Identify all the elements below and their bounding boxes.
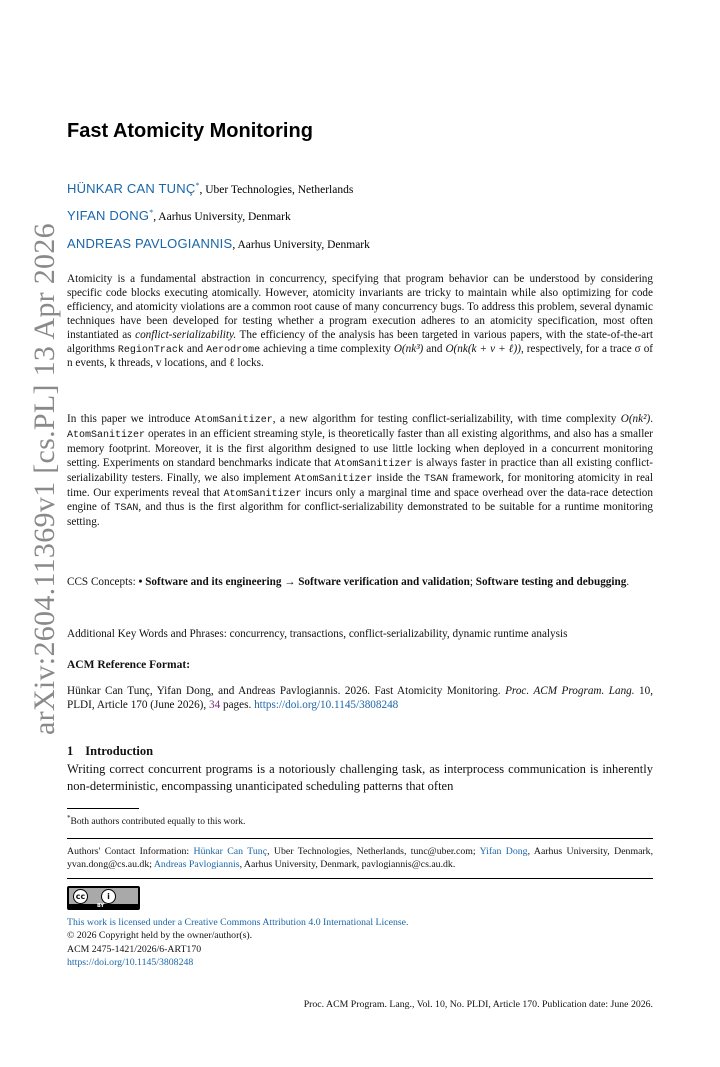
- author-name[interactable]: HÜNKAR CAN TUNÇ: [67, 181, 196, 196]
- divider: [67, 838, 653, 839]
- ccs-concepts: [67, 575, 653, 589]
- abstract-text: , and thus is the first algorithm for conflict-serializability demonstrated to be suitable for a runtime monitoring setting.: [67, 501, 654, 529]
- author-link[interactable]: Hünkar Can Tunç: [193, 846, 268, 857]
- license-block: [67, 916, 408, 970]
- license-link[interactable]: This work is licensed under a Creative Commons Attribution 4.0 International License.: [67, 917, 409, 928]
- code-name: Aerodrome: [206, 344, 261, 356]
- abstract-text: framework, for monitoring atomicity in real time. Our experiments reveal that: [67, 471, 653, 499]
- ccs-label: CCS Concepts:: [67, 576, 139, 588]
- code-name: TSAN: [424, 473, 449, 485]
- contact-text: , Aarhus University, Denmark, pavlogiannis@cs.au.dk.: [239, 859, 456, 870]
- code-name: AtomSanitizer: [67, 429, 146, 441]
- author-link[interactable]: Yifan Dong: [479, 846, 528, 857]
- equal-contrib-mark: *: [195, 181, 200, 191]
- footnote: [67, 814, 245, 827]
- author-affiliation: , Aarhus University, Denmark: [153, 211, 291, 223]
- code-name: AtomSanitizer: [223, 488, 302, 500]
- divider: [67, 878, 653, 879]
- doi-link[interactable]: https://doi.org/10.1145/3808248: [254, 699, 399, 711]
- acm-reference: [67, 684, 653, 712]
- author-link[interactable]: Andreas Pavlogiannis: [153, 859, 240, 870]
- abstract-text: operates in an efficient streaming style, is theoretically faster than all existing algorithms, and also has a smaller memory footprint. Moreover, it is the first algorithm designed to use little locking when deployed in a concurrent monitoring setting. Experiments on standard benchmarks indicate that: [67, 427, 653, 469]
- abstract-text: inside the: [372, 471, 425, 484]
- contact-text: , Aarhus University, Denmark, yvan.dong@cs.au.dk;: [67, 846, 654, 870]
- ccs-separator: ;: [469, 576, 476, 588]
- abstract-text: .: [650, 413, 653, 425]
- abstract-text: Atomicity is a fundamental abstraction in concurrency, specifying that program behavior can be understood by considering specific code blocks executing atomically. However, atomicity invariants are tricky to maintain while also optimizing for code efficiency, and atomicity violations are a common root cause of many concurrency bugs. To address this problem, several dynamic techniques have been developed for testing whether a program execution adheres to an atomicity specification, most often instantiated as: [67, 273, 653, 341]
- attribution-person-icon: i: [101, 889, 116, 904]
- acm-reference-heading: ACM Reference Format:: [67, 659, 191, 671]
- copyright-line: © 2026 Copyright held by the owner/author(s).: [67, 930, 253, 942]
- abstract-paragraph-1: [67, 273, 653, 371]
- abstract-text: achieving a time complexity: [260, 342, 394, 355]
- contact-prefix: Authors' Contact Information:: [67, 846, 194, 857]
- keywords: Additional Key Words and Phrases: concurrency, transactions, conflict-serializability, dynamic runtime analysis: [67, 628, 568, 640]
- paper-title: Fast Atomicity Monitoring: [67, 120, 313, 142]
- footnote-rule: [67, 808, 139, 809]
- author-affiliation: , Uber Technologies, Netherlands: [199, 184, 354, 196]
- code-name: TSAN: [114, 503, 139, 515]
- ccs-bullet: •: [138, 576, 146, 588]
- abstract-emphasis: conflict-serializability.: [135, 328, 237, 341]
- section-title: Introduction: [85, 744, 154, 758]
- abstract-text: In this paper we introduce: [67, 413, 195, 425]
- abstract-text: , a new algorithm for testing conflict-serializability, with time complexity: [272, 413, 621, 425]
- ccs-arrow: →: [281, 576, 299, 588]
- abstract-text: The efficiency of the analysis has been targeted in various papers, with the state-of-the-art algorithms: [67, 328, 653, 355]
- complexity-formula: O(nk(k + v + ℓ)): [445, 342, 521, 355]
- complexity-formula: O(nk²): [620, 413, 651, 425]
- complexity-formula: O(nk³): [393, 342, 424, 355]
- contact-text: , Uber Technologies, Netherlands, tunc@uber.com;: [267, 846, 480, 857]
- author-3: [67, 236, 370, 251]
- cc-icon: cc: [73, 889, 88, 904]
- by-label: BY: [97, 903, 105, 909]
- code-name: AtomSanitizer: [294, 473, 373, 485]
- intro-text: Writing correct concurrent programs is a notoriously challenging task, as interprocess communication is inherently non-deterministic, encompassing unanticipated scheduling patterns that often: [67, 762, 653, 793]
- equal-contrib-mark: *: [149, 208, 154, 218]
- code-name: RegionTrack: [117, 344, 184, 356]
- running-footer: Proc. ACM Program. Lang., Vol. 10, No. PLDI, Article 170. Publication date: June 2026.: [303, 999, 653, 1010]
- author-name[interactable]: ANDREAS PAVLOGIANNIS: [67, 236, 233, 251]
- author-1: [67, 181, 353, 196]
- abstract-text: and: [183, 342, 207, 355]
- author-affiliation: , Aarhus University, Denmark: [232, 239, 370, 251]
- page-count-link[interactable]: 34: [209, 699, 221, 711]
- abstract-text: is always faster in practice than all existing conflict-serializability testers. Finally, we also implement: [67, 456, 653, 484]
- section-number: 1: [67, 744, 74, 758]
- code-name: AtomSanitizer: [194, 415, 273, 426]
- reference-venue: Proc. ACM Program. Lang.: [505, 685, 635, 697]
- footnote-mark: *: [67, 814, 71, 822]
- acm-article-id: ACM 2475-1421/2026/6-ART170: [67, 943, 202, 955]
- author-name[interactable]: YIFAN DONG: [67, 208, 150, 223]
- ccs-end: .: [626, 576, 630, 588]
- contact-info: [67, 845, 653, 871]
- cc-by-license-badge[interactable]: [67, 886, 140, 910]
- reference-details: 10, PLDI, Article 170 (June 2026),: [67, 685, 654, 711]
- author-2: [67, 208, 291, 223]
- footnote-text: Both authors contributed equally to this work.: [70, 817, 246, 828]
- reference-text: Hünkar Can Tunç, Yifan Dong, and Andreas Pavlogiannis. 2026. Fast Atomicity Monitoring.: [67, 685, 506, 697]
- ccs-concept: Software and its engineering: [145, 576, 282, 588]
- reference-pages-suffix: pages.: [220, 699, 255, 711]
- ccs-concept: Software testing and debugging: [475, 576, 627, 588]
- abstract-text: incurs only a marginal time and space overhead over the data-race detection engine of: [67, 486, 653, 514]
- arxiv-identifier: arXiv:2604.11369v1 [cs.PL] 13 Apr 2026: [28, 223, 61, 735]
- doi-link[interactable]: https://doi.org/10.1145/3808248: [67, 957, 194, 969]
- abstract-text: and: [423, 342, 446, 355]
- ccs-concept: Software verification and validation: [298, 576, 470, 588]
- code-name: AtomSanitizer: [334, 458, 413, 470]
- section-heading: [67, 744, 153, 759]
- abstract-paragraph-2: [67, 413, 653, 530]
- abstract-text: , respectively, for a trace σ of n events, k threads, v locations, and ℓ locks.: [67, 342, 654, 370]
